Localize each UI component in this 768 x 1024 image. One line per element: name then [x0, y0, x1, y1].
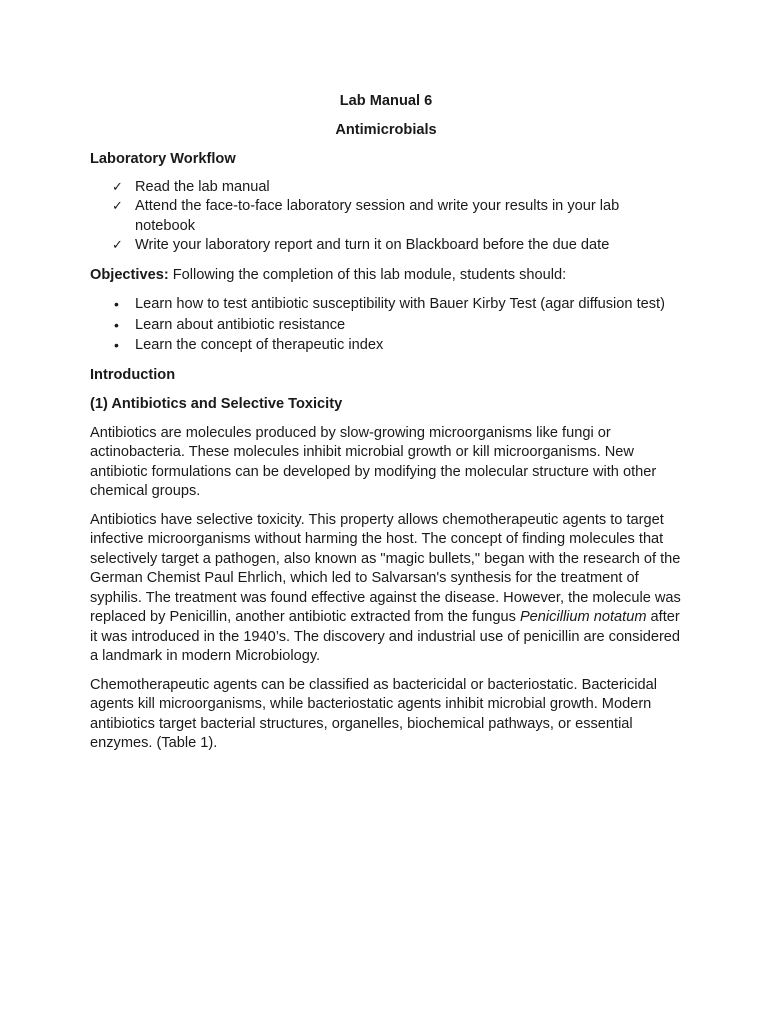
body-paragraph: Antibiotics are molecules produced by slow-growing microorganisms like fungi or actinobacteria. These molecules inhibit microbial growth or kill microorganisms. New antibiotic formulations can be developed by modifying the molecular structure with other chemical groups.: [90, 424, 657, 499]
checkmark-icon: ✓: [112, 238, 123, 253]
checklist-item-text: Read the lab manual: [135, 178, 270, 195]
body-paragraph: [90, 511, 682, 667]
workflow-heading: Laboratory Workflow: [90, 151, 236, 167]
checklist-item-text: Attend the face-to-face laboratory session and write your results in your lab notebook: [135, 198, 620, 234]
list-item-text: Learn how to test antibiotic susceptibility with Bauer Kirby Test (agar diffusion test): [135, 296, 665, 312]
objectives-paragraph: [90, 266, 682, 286]
document-title: Lab Manual 6: [339, 93, 433, 109]
checkmark-icon: ✓: [112, 179, 123, 195]
introduction-heading: Introduction: [90, 366, 176, 383]
list-item: [90, 316, 682, 336]
paragraph-text: Antibiotics have selective toxicity. This property allows chemotherapeutic agents to target infective microorganisms without harming the host. The concept of finding molecules that selectively target a pathogen, also known as "magic bullets," began with the research of the German Chemist Paul Ehrlich, which led to Salvarsan's synthesis for the treatment of syphilis. The treatment was found effective against the disease. However, the molecule was replaced by Penicillin, another antibiotic extracted from the fungus: [90, 511, 681, 625]
list-item: [90, 295, 682, 315]
objectives-label: Objectives:: [90, 266, 169, 283]
body-paragraph: Chemotherapeutic agents can be classified as bactericidal or bacteriostatic. Bactericidal agents kill microorganisms, while bacteriostatic agents inhibit microbial growth. Modern antibiotics target bacterial structures, organelles, biochemical pathways, or essential enzymes. (Table 1).: [90, 676, 658, 751]
checklist-item-text: Write your laboratory report and turn it on Blackboard before the due date: [135, 237, 610, 253]
checkmark-icon: ✓: [112, 199, 123, 214]
document-subtitle: Antimicrobials: [335, 121, 437, 138]
checklist-item: [90, 197, 682, 236]
checklist-item: [90, 236, 682, 256]
list-item-text: Learn the concept of therapeutic index: [135, 337, 384, 353]
species-name: Penicillium notatum: [519, 609, 647, 625]
bullet-icon: •: [114, 337, 119, 353]
bullet-icon: •: [114, 316, 119, 333]
workflow-checklist: [90, 178, 682, 256]
section-heading: (1) Antibiotics and Selective Toxicity: [90, 396, 343, 412]
checklist-item: [90, 178, 682, 198]
objectives-text: Following the completion of this lab module, students should:: [168, 266, 567, 283]
objectives-list: [90, 295, 682, 356]
list-item: [90, 336, 682, 356]
bullet-icon: •: [114, 296, 119, 312]
list-item-text: Learn about antibiotic resistance: [135, 316, 346, 333]
paragraph-text: after it was introduced in the 1940’s. The discovery and industrial use of penicillin are considered a landmark in modern Microbiology.: [90, 609, 681, 664]
